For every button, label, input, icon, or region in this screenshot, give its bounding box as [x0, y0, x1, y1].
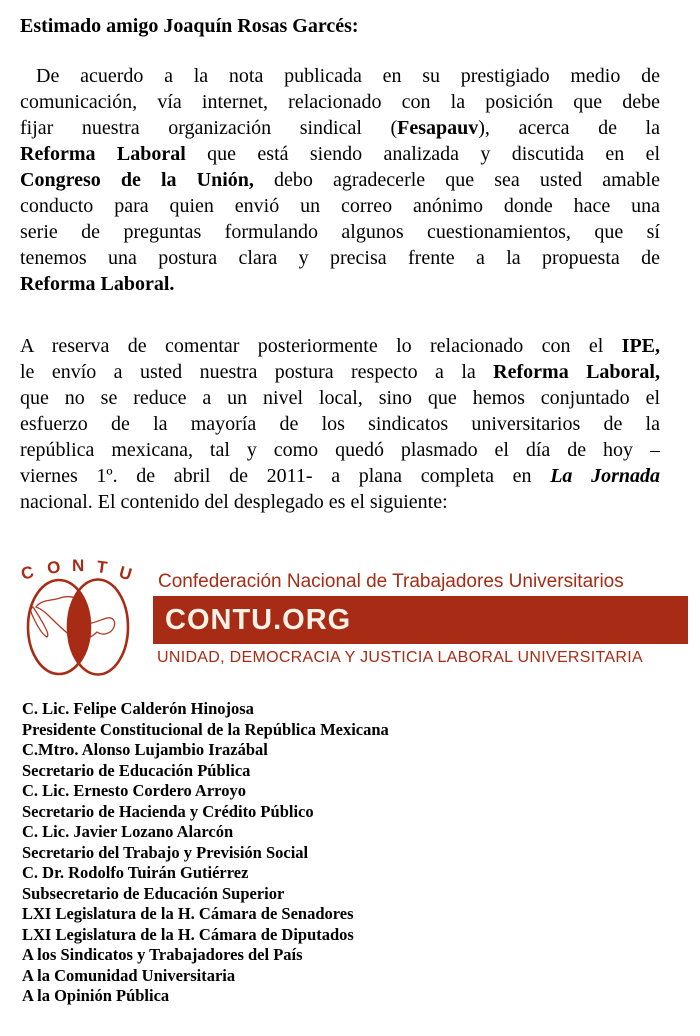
- text-segment: república mexicana, tal y como quedó plasmado el día de hoy –: [20, 439, 660, 461]
- paragraph-line: [20, 271, 660, 297]
- text-segment: esfuerzo de la mayoría de los sindicatos universitarios de la: [20, 413, 660, 435]
- paragraph-line: [20, 463, 660, 489]
- recipient-line: C. Lic. Javier Lozano Alarcón: [22, 822, 234, 841]
- recipient-line: C. Dr. Rodolfo Tuirán Gutiérrez: [22, 863, 249, 882]
- logo-slogan: UNIDAD, DEMOCRACIA Y JUSTICIA LABORAL UNIVERSITARIA: [157, 649, 643, 666]
- paragraph-line: [20, 63, 660, 89]
- paragraph-line: [20, 359, 660, 385]
- letter-document: [0, 13, 700, 1007]
- paragraph-line: [20, 489, 660, 515]
- logo-domain-text: CONTU.ORG: [165, 604, 352, 636]
- recipient-line: LXI Legislatura de la H. Cámara de Senadores: [22, 904, 354, 923]
- text-segment: ), acerca de la: [478, 117, 660, 139]
- text-segment: comunicación, vía internet, relacionado con la posición que debe: [20, 91, 660, 113]
- paragraph-line: [20, 89, 660, 115]
- text-segment: Fesapauv: [397, 117, 479, 139]
- recipient-line: C. Lic. Felipe Calderón Hinojosa: [22, 699, 254, 718]
- paragraph-line: [20, 193, 660, 219]
- recipient-line: LXI Legislatura de la H. Cámara de Diputados: [22, 924, 354, 944]
- recipient-line: A la Opinión Pública: [22, 986, 170, 1005]
- recipient-line: A la Comunidad Universitaria: [22, 965, 236, 985]
- recipients-list: [22, 699, 660, 1007]
- text-segment: le envío a usted nuestra postura respecto a la: [20, 361, 494, 383]
- recipient-line: A los Sindicatos y Trabajadores del País: [22, 945, 303, 964]
- text-segment: A reserva de comentar posteriormente lo relacionado con el: [20, 335, 622, 357]
- salutation: Estimado amigo Joaquín Rosas Garcés:: [20, 15, 359, 37]
- text-segment: nacional. El contenido del desplegado es el siguiente:: [20, 491, 448, 513]
- paragraph-line: [20, 141, 660, 167]
- paragraph-line: [20, 219, 660, 245]
- recipient-line: Presidente Constitucional de la República Mexicana: [22, 719, 389, 739]
- text-segment: que está siendo analizada y discutida en el: [185, 143, 660, 165]
- text-segment: debo agradecerle que sea usted amable: [253, 169, 660, 191]
- paragraph-line: [20, 115, 660, 141]
- paragraph-line: [20, 437, 660, 463]
- text-segment: Reforma Laboral.: [20, 273, 175, 295]
- paragraph-line: [20, 245, 660, 271]
- text-segment: Reforma Laboral: [20, 143, 186, 165]
- text-segment: Reforma Laboral,: [493, 361, 660, 383]
- text-segment: La Jornada: [550, 465, 660, 487]
- text-segment: Congreso de la Unión,: [20, 169, 254, 191]
- text-segment: IPE,: [621, 335, 660, 357]
- emblem-letter-c: C: [18, 562, 36, 584]
- emblem-letter-o: O: [45, 557, 62, 578]
- recipient-line: Secretario de Educación Pública: [22, 760, 251, 780]
- contu-emblem-icon: [12, 557, 144, 677]
- paragraph: [20, 63, 660, 297]
- paragraph-line: [20, 333, 660, 359]
- text-segment: fijar nuestra organización sindical (: [20, 117, 398, 139]
- text-segment: conducto para quien envió un correo anónimo donde hace una: [20, 195, 660, 217]
- logo-domain-bar: [153, 596, 688, 644]
- text-segment: que no se reduce a un nivel local, sino que hemos conjuntado el: [20, 387, 660, 409]
- text-segment: viernes 1º. de abril de 2011- a plana completa en: [20, 465, 551, 487]
- letter-body: [0, 63, 700, 515]
- text-segment: De acuerdo a la nota publicada en su prestigiado medio de: [36, 65, 660, 87]
- recipient-line: C.Mtro. Alonso Lujambio Irazábal: [22, 740, 268, 759]
- recipient-line: Secretario del Trabajo y Previsión Social: [22, 842, 309, 862]
- paragraph-line: [20, 385, 660, 411]
- logo-org-name: Confederación Nacional de Trabajadores Universitarios: [158, 571, 624, 592]
- recipient-line: Subsecretario de Educación Superior: [22, 883, 285, 903]
- contu-logo: [0, 557, 700, 677]
- recipient-line: Secretario de Hacienda y Crédito Público: [22, 801, 314, 821]
- recipient-line: C. Lic. Ernesto Cordero Arroyo: [22, 781, 246, 800]
- paragraph-line: [20, 167, 660, 193]
- text-segment: tenemos una postura clara y precisa frente a la propuesta de: [20, 247, 660, 269]
- emblem-letter-n: N: [72, 557, 85, 575]
- paragraph-line: [20, 411, 660, 437]
- text-segment: serie de preguntas formulando algunos cuestionamientos, que sí: [20, 221, 660, 243]
- paragraph: [20, 333, 660, 515]
- emblem-letter-u: U: [116, 562, 134, 585]
- emblem-letter-t: T: [95, 557, 109, 578]
